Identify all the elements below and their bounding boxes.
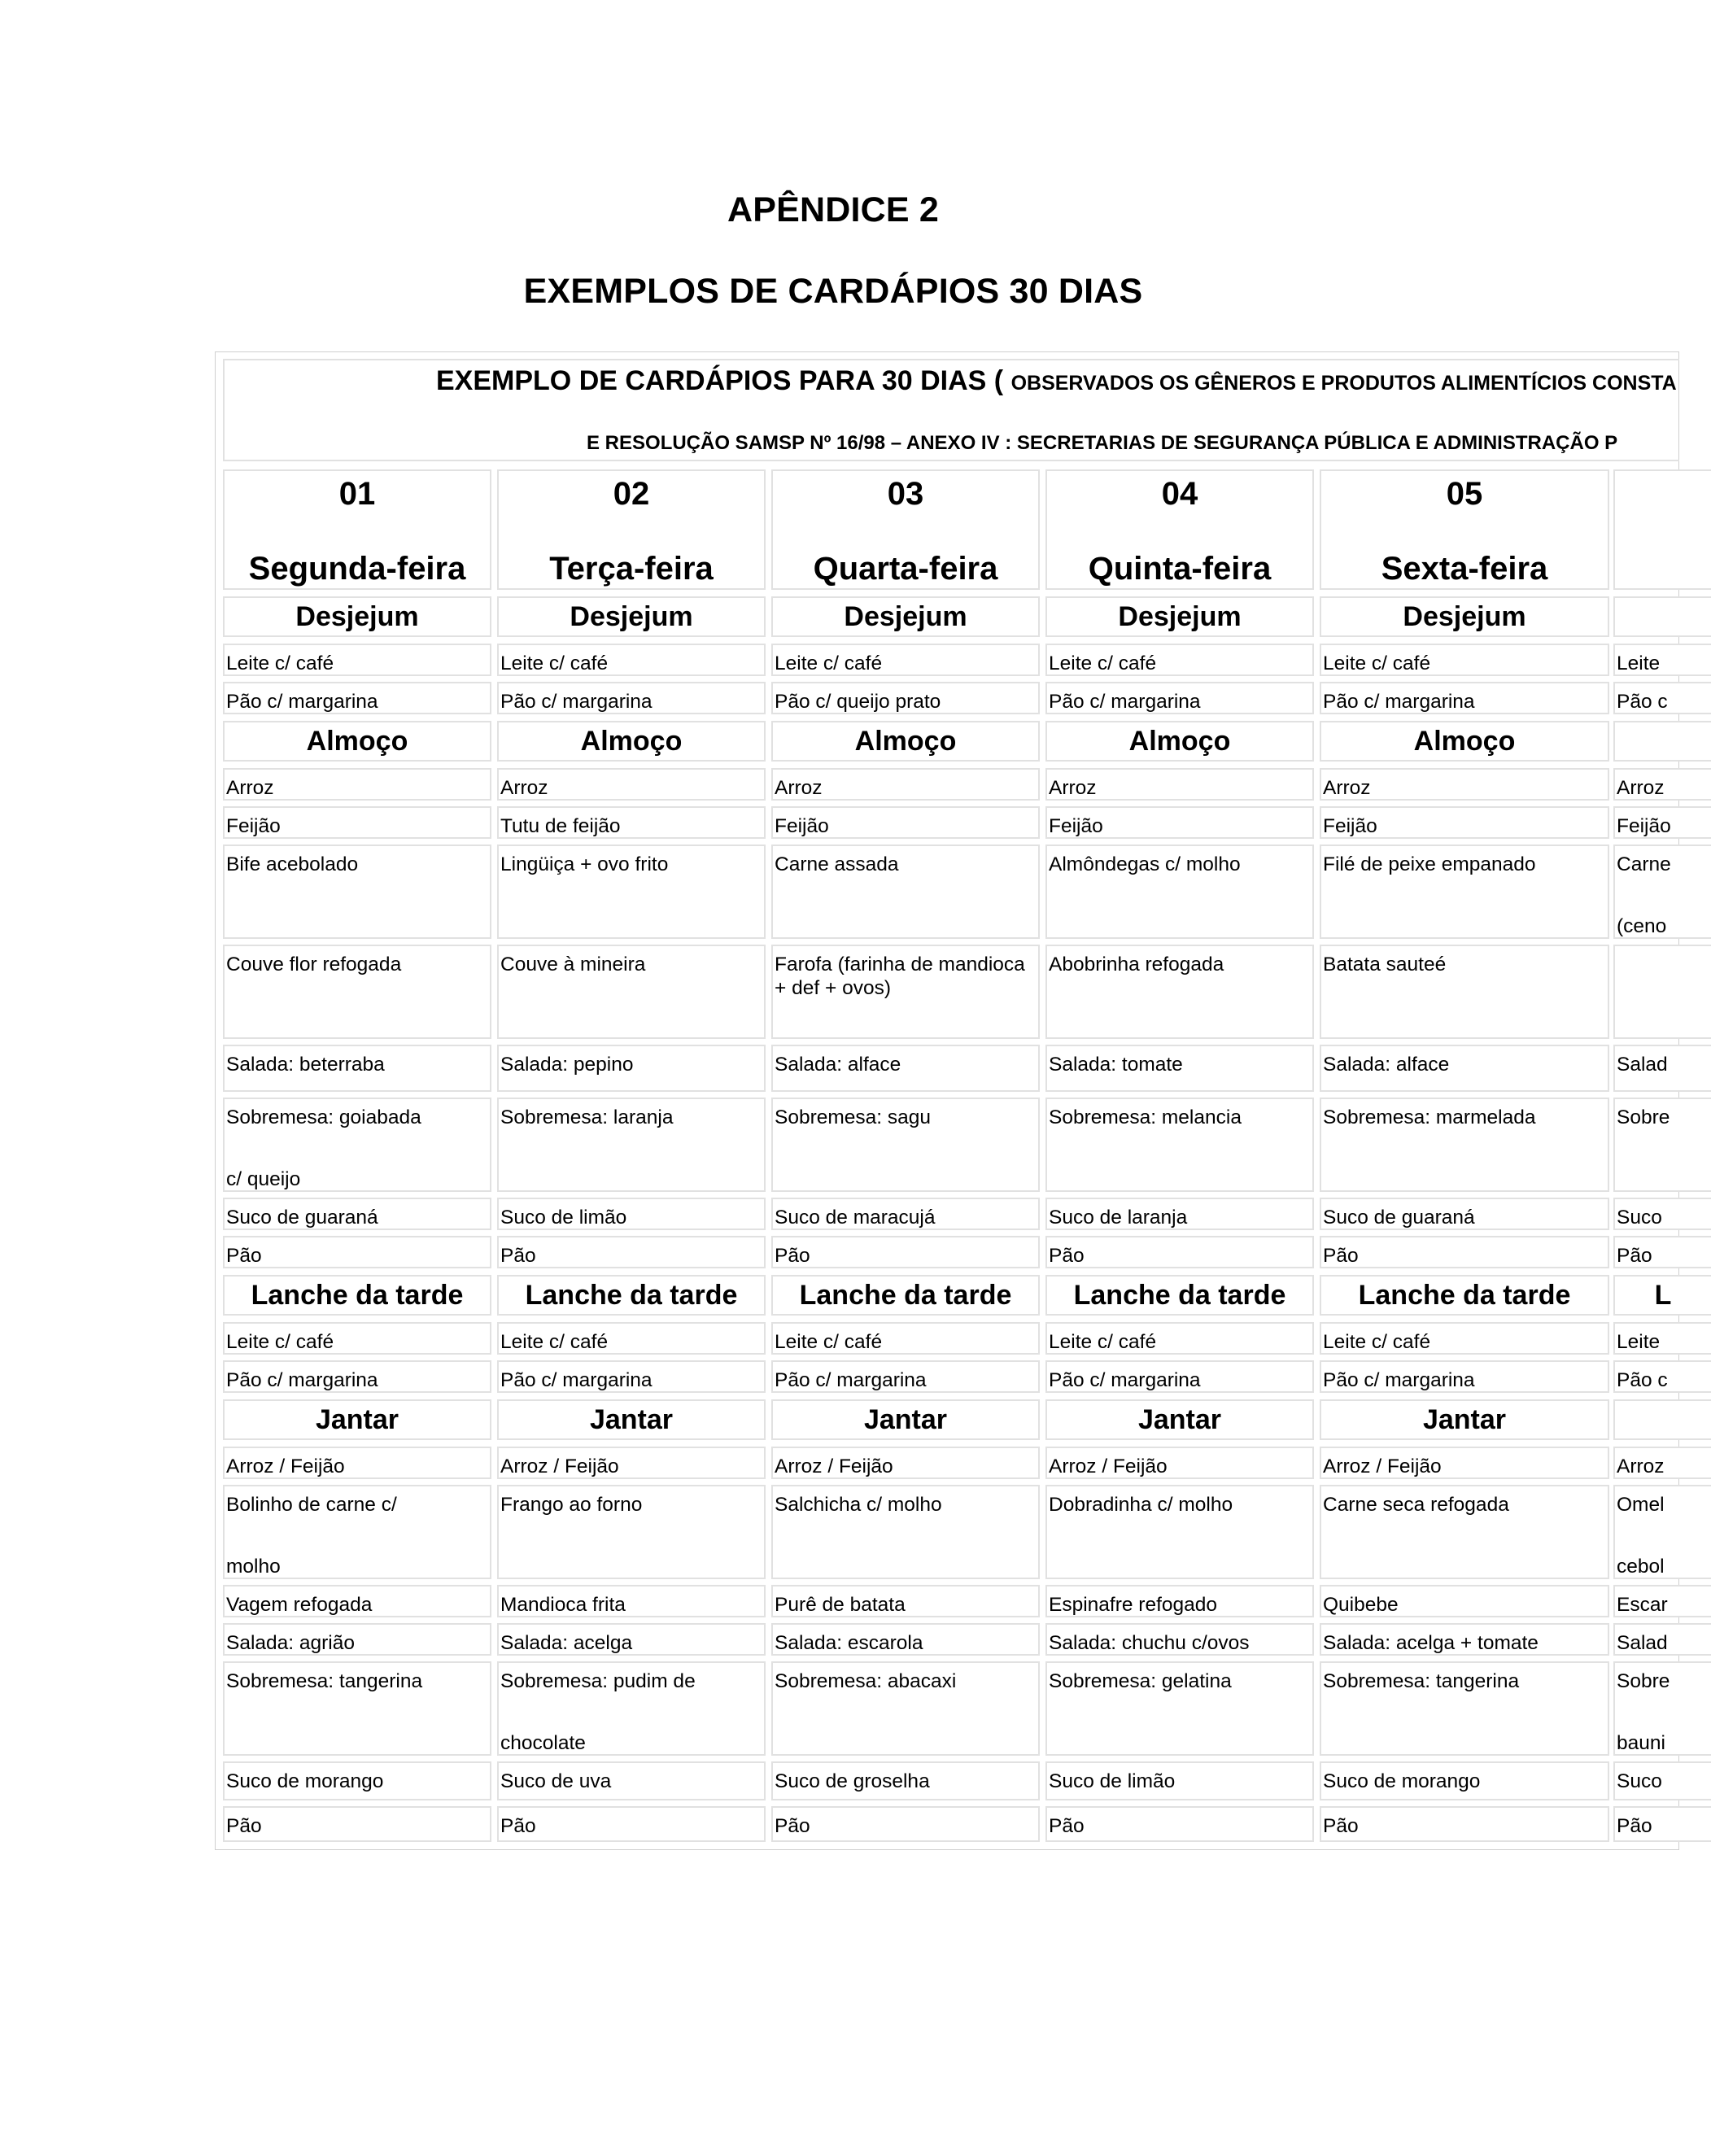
menu-cell-line-1: Farofa (farinha de mandioca	[775, 954, 1025, 975]
menu-cell-line-1: Sobremesa: tangerina	[226, 1670, 423, 1692]
menu-cell-line-2: c/ queijo	[226, 1168, 301, 1190]
menu-cell-a-pao: Pão	[1320, 1236, 1609, 1268]
menu-cell-l-bebida: Leite c/ café	[1320, 1322, 1609, 1355]
table-title-line-1	[436, 362, 1677, 402]
menu-cell-a-prato	[497, 845, 766, 939]
menu-cell-a-arroz: Arroz	[1045, 768, 1314, 801]
menu-cell-a-suco: Suco de limão	[497, 1198, 766, 1230]
meal-header-almoco: Almoço	[1045, 721, 1314, 762]
menu-cell-a-arroz: Arroz	[1320, 768, 1609, 801]
menu-cell-j-arroz: Arroz / Feijão	[497, 1447, 766, 1479]
menu-cell-line-1: Couve à mineira	[500, 954, 646, 975]
meal-header-almoco: Almoço	[497, 721, 766, 762]
menu-cell-j-arroz: Arroz / Feijão	[223, 1447, 491, 1479]
menu-cell-l-pao: Pão c/ margarina	[223, 1360, 491, 1393]
page-subtitle: EXEMPLOS DE CARDÁPIOS 30 DIAS	[523, 272, 1143, 311]
day-name: Quarta-feira	[813, 551, 998, 587]
menu-cell-a-suco: Suco	[1613, 1198, 1711, 1230]
menu-cell-line-1: Bife acebolado	[226, 853, 359, 875]
day-number: 01	[338, 476, 376, 512]
meal-header-almoco: Almoço	[1320, 721, 1609, 762]
menu-cell-a-salada: Salad	[1613, 1045, 1711, 1092]
menu-cell-l-bebida: Leite c/ café	[497, 1322, 766, 1355]
menu-cell-line-1: Carne seca refogada	[1323, 1494, 1509, 1516]
meal-header-lanche: Lanche da tarde	[497, 1275, 766, 1316]
menu-cell-j-suco: Suco de uva	[497, 1761, 766, 1800]
menu-cell-j-pao: Pão	[771, 1806, 1040, 1842]
menu-cell-j-sobremesa	[223, 1661, 491, 1756]
menu-cell-a-salada: Salada: pepino	[497, 1045, 766, 1092]
menu-cell-l-bebida: Leite c/ café	[223, 1322, 491, 1355]
menu-cell-l-pao: Pão c/ margarina	[1045, 1360, 1314, 1393]
meal-header-desjejum: Desjejum	[1320, 596, 1609, 637]
meal-header-jantar: Jantar	[1320, 1399, 1609, 1440]
menu-cell-j-prato	[497, 1485, 766, 1579]
menu-cell-a-suco: Suco de laranja	[1045, 1198, 1314, 1230]
menu-cell-a-sobremesa	[223, 1098, 491, 1192]
meal-header-lanche: Lanche da tarde	[771, 1275, 1040, 1316]
menu-cell-a-arroz: Arroz	[497, 768, 766, 801]
day-number: 03	[887, 476, 924, 512]
menu-cell-line-1: Sobremesa: sagu	[775, 1106, 932, 1128]
meal-header-lanche: Lanche da tarde	[1045, 1275, 1314, 1316]
menu-cell-j-arroz: Arroz	[1613, 1447, 1711, 1479]
menu-cell-j-guarnicao: Escar	[1613, 1585, 1711, 1617]
day-name: Quinta-feira	[1088, 551, 1272, 587]
menu-cell-line-1: Sobre	[1617, 1670, 1670, 1692]
day-name: Segunda-feira	[248, 551, 466, 587]
menu-cell-a-suco: Suco de guaraná	[223, 1198, 491, 1230]
menu-cell-d-bebida: Leite c/ café	[771, 644, 1040, 676]
menu-cell-a-guarnicao	[1613, 945, 1711, 1039]
menu-cell-j-prato	[1320, 1485, 1609, 1579]
menu-cell-a-salada: Salada: alface	[771, 1045, 1040, 1092]
menu-cell-d-bebida: Leite c/ café	[497, 644, 766, 676]
menu-cell-a-guarnicao	[497, 945, 766, 1039]
menu-cell-a-suco: Suco de guaraná	[1320, 1198, 1609, 1230]
menu-cell-j-salada: Salada: acelga	[497, 1623, 766, 1656]
menu-cell-line-1: Frango ao forno	[500, 1494, 643, 1516]
menu-cell-j-arroz: Arroz / Feijão	[1320, 1447, 1609, 1479]
menu-cell-line-1: Omel	[1617, 1494, 1665, 1516]
meal-header-desjejum: Desjejum	[497, 596, 766, 637]
menu-cell-a-feijao: Feijão	[1613, 806, 1711, 839]
menu-cell-l-pao: Pão c/ margarina	[771, 1360, 1040, 1393]
meal-header-almoco: Almoço	[771, 721, 1040, 762]
menu-cell-line-1: Sobremesa: laranja	[500, 1106, 674, 1128]
menu-cell-d-pao: Pão c	[1613, 682, 1711, 714]
meal-header-jantar: Jantar	[223, 1399, 491, 1440]
menu-cell-j-arroz: Arroz / Feijão	[771, 1447, 1040, 1479]
menu-cell-a-pao: Pão	[223, 1236, 491, 1268]
menu-cell-a-guarnicao	[1045, 945, 1314, 1039]
menu-cell-j-sobremesa	[771, 1661, 1040, 1756]
day-header-cell	[1613, 469, 1711, 590]
menu-cell-a-guarnicao	[1320, 945, 1609, 1039]
meal-header-desjejum: Desjejum	[771, 596, 1040, 637]
menu-cell-l-bebida: Leite c/ café	[771, 1322, 1040, 1355]
menu-cell-line-2: chocolate	[500, 1732, 586, 1754]
meal-header-lanche: Lanche da tarde	[223, 1275, 491, 1316]
menu-cell-line-1: Carne	[1617, 853, 1671, 875]
menu-cell-line-2: (ceno	[1617, 915, 1667, 937]
menu-cell-d-pao: Pão c/ queijo prato	[771, 682, 1040, 714]
meal-header-jantar: Jantar	[497, 1399, 766, 1440]
menu-cell-d-pao: Pão c/ margarina	[223, 682, 491, 714]
menu-cell-j-prato	[1613, 1485, 1711, 1579]
menu-cell-j-prato	[771, 1485, 1040, 1579]
menu-cell-line-1: Sobremesa: pudim de	[500, 1670, 696, 1692]
meal-header-jantar: Jantar	[771, 1399, 1040, 1440]
menu-cell-j-pao: Pão	[223, 1806, 491, 1842]
table-title-line-2: E RESOLUÇÃO SAMSP Nº 16/98 – ANEXO IV : SECRETARIAS DE SEGURANÇA PÚBLICA E ADMINISTRAÇÃO P	[587, 432, 1618, 454]
menu-cell-a-sobremesa	[1613, 1098, 1711, 1192]
appendix-title: APÊNDICE 2	[727, 190, 940, 229]
menu-cell-a-sobremesa	[1045, 1098, 1314, 1192]
menu-cell-j-prato	[223, 1485, 491, 1579]
menu-cell-l-bebida: Leite c/ café	[1045, 1322, 1314, 1355]
menu-cell-a-sobremesa	[1320, 1098, 1609, 1192]
meal-header-desjejum: Desjejum	[223, 596, 491, 637]
menu-cell-d-pao: Pão c/ margarina	[1045, 682, 1314, 714]
menu-cell-a-salada: Salada: alface	[1320, 1045, 1609, 1092]
menu-cell-j-guarnicao: Mandioca frita	[497, 1585, 766, 1617]
menu-cell-j-pao: Pão	[1613, 1806, 1711, 1842]
menu-cell-j-suco: Suco	[1613, 1761, 1711, 1800]
menu-cell-j-prato	[1045, 1485, 1314, 1579]
menu-cell-line-1: Sobremesa: marmelada	[1323, 1106, 1536, 1128]
meal-header-desjejum	[1613, 596, 1711, 637]
day-header-cell	[223, 469, 491, 590]
menu-cell-a-feijao: Feijão	[223, 806, 491, 839]
menu-cell-line-1: Dobradinha c/ molho	[1049, 1494, 1233, 1516]
menu-cell-j-salada: Salada: agrião	[223, 1623, 491, 1656]
menu-cell-d-bebida: Leite c/ café	[1320, 644, 1609, 676]
menu-cell-line-1: Sobremesa: goiabada	[226, 1106, 421, 1128]
menu-cell-line-1: Almôndegas c/ molho	[1049, 853, 1241, 875]
menu-cell-j-salada: Salada: acelga + tomate	[1320, 1623, 1609, 1656]
menu-cell-line-1: Salchicha c/ molho	[775, 1494, 942, 1516]
menu-cell-j-sobremesa	[1613, 1661, 1711, 1756]
menu-cell-j-salada: Salada: escarola	[771, 1623, 1040, 1656]
menu-cell-a-feijao: Feijão	[1320, 806, 1609, 839]
meal-header-almoco	[1613, 721, 1711, 762]
menu-cell-l-pao: Pão c/ margarina	[1320, 1360, 1609, 1393]
meal-header-jantar	[1613, 1399, 1711, 1440]
menu-cell-line-2: + def + ovos)	[775, 977, 892, 999]
menu-cell-j-sobremesa	[1045, 1661, 1314, 1756]
menu-cell-a-feijao: Tutu de feijão	[497, 806, 766, 839]
day-name: Sexta-feira	[1381, 551, 1548, 587]
menu-cell-line-1: Carne assada	[775, 853, 899, 875]
menu-cell-line-1: Filé de peixe empanado	[1323, 853, 1536, 875]
menu-cell-j-sobremesa	[1320, 1661, 1609, 1756]
menu-cell-line-1: Sobremesa: melancia	[1049, 1106, 1242, 1128]
menu-cell-a-arroz: Arroz	[771, 768, 1040, 801]
menu-cell-j-pao: Pão	[1320, 1806, 1609, 1842]
menu-cell-j-suco: Suco de morango	[1320, 1761, 1609, 1800]
menu-cell-j-suco: Suco de morango	[223, 1761, 491, 1800]
menu-cell-line-1: Lingüiça + ovo frito	[500, 853, 669, 875]
menu-cell-a-prato	[1613, 845, 1711, 939]
day-number: 04	[1161, 476, 1198, 512]
menu-cell-a-pao: Pão	[1613, 1236, 1711, 1268]
menu-cell-j-guarnicao: Quibebe	[1320, 1585, 1609, 1617]
menu-cell-j-salada: Salad	[1613, 1623, 1711, 1656]
menu-cell-a-sobremesa	[771, 1098, 1040, 1192]
menu-cell-a-pao: Pão	[497, 1236, 766, 1268]
day-header-cell	[1320, 469, 1609, 590]
meal-header-almoco: Almoço	[223, 721, 491, 762]
menu-cell-l-bebida: Leite	[1613, 1322, 1711, 1355]
menu-cell-line-1: Batata sauteé	[1323, 954, 1447, 975]
menu-cell-a-suco: Suco de maracujá	[771, 1198, 1040, 1230]
day-name: Terça-feira	[549, 551, 714, 587]
meal-header-lanche: Lanche da tarde	[1320, 1275, 1609, 1316]
menu-cell-j-guarnicao: Espinafre refogado	[1045, 1585, 1314, 1617]
menu-cell-j-sobremesa	[497, 1661, 766, 1756]
menu-cell-d-bebida: Leite c/ café	[1045, 644, 1314, 676]
menu-cell-line-1: Sobre	[1617, 1106, 1670, 1128]
menu-cell-a-prato	[1045, 845, 1314, 939]
menu-cell-j-suco: Suco de limão	[1045, 1761, 1314, 1800]
day-header-cell	[1045, 469, 1314, 590]
meal-header-desjejum: Desjejum	[1045, 596, 1314, 637]
menu-cell-line-1: Abobrinha refogada	[1049, 954, 1224, 975]
meal-header-lanche: L	[1613, 1275, 1711, 1316]
menu-cell-a-guarnicao	[223, 945, 491, 1039]
menu-cell-a-pao: Pão	[1045, 1236, 1314, 1268]
menu-cell-a-feijao: Feijão	[1045, 806, 1314, 839]
table-title-note: OBSERVADOS OS GÊNEROS E PRODUTOS ALIMENTÍCIOS CONSTA	[1010, 372, 1677, 395]
menu-cell-j-arroz: Arroz / Feijão	[1045, 1447, 1314, 1479]
menu-cell-a-feijao: Feijão	[771, 806, 1040, 839]
menu-cell-j-guarnicao: Vagem refogada	[223, 1585, 491, 1617]
menu-cell-a-pao: Pão	[771, 1236, 1040, 1268]
menu-cell-line-2: bauni	[1617, 1732, 1665, 1754]
menu-cell-j-salada: Salada: chuchu c/ovos	[1045, 1623, 1314, 1656]
menu-cell-a-salada: Salada: beterraba	[223, 1045, 491, 1092]
menu-cell-d-pao: Pão c/ margarina	[1320, 682, 1609, 714]
menu-cell-line-2: molho	[226, 1556, 281, 1578]
menu-cell-line-1: Couve flor refogada	[226, 954, 402, 975]
menu-cell-d-bebida: Leite	[1613, 644, 1711, 676]
meal-header-jantar: Jantar	[1045, 1399, 1314, 1440]
menu-cell-a-arroz: Arroz	[1613, 768, 1711, 801]
menu-cell-a-prato	[223, 845, 491, 939]
menu-cell-j-pao: Pão	[497, 1806, 766, 1842]
menu-cell-j-pao: Pão	[1045, 1806, 1314, 1842]
day-header-cell	[771, 469, 1040, 590]
menu-cell-line-1: Bolinho de carne c/	[226, 1494, 397, 1516]
table-title-main: EXEMPLO DE CARDÁPIOS PARA 30 DIAS (	[436, 365, 1004, 396]
day-header-cell	[497, 469, 766, 590]
menu-cell-line-1: Sobremesa: tangerina	[1323, 1670, 1520, 1692]
menu-cell-d-bebida: Leite c/ café	[223, 644, 491, 676]
day-number: 02	[613, 476, 650, 512]
menu-cell-a-prato	[1320, 845, 1609, 939]
menu-cell-a-sobremesa	[497, 1098, 766, 1192]
menu-cell-a-prato	[771, 845, 1040, 939]
day-number: 05	[1446, 476, 1483, 512]
menu-cell-l-pao: Pão c/ margarina	[497, 1360, 766, 1393]
menu-cell-j-guarnicao: Purê de batata	[771, 1585, 1040, 1617]
menu-cell-line-1: Sobremesa: gelatina	[1049, 1670, 1232, 1692]
menu-cell-j-suco: Suco de groselha	[771, 1761, 1040, 1800]
menu-cell-a-salada: Salada: tomate	[1045, 1045, 1314, 1092]
menu-cell-d-pao: Pão c/ margarina	[497, 682, 766, 714]
menu-cell-l-pao: Pão c	[1613, 1360, 1711, 1393]
menu-cell-a-guarnicao	[771, 945, 1040, 1039]
menu-cell-line-1: Sobremesa: abacaxi	[775, 1670, 957, 1692]
menu-cell-a-arroz: Arroz	[223, 768, 491, 801]
menu-cell-line-2: cebol	[1617, 1556, 1665, 1578]
